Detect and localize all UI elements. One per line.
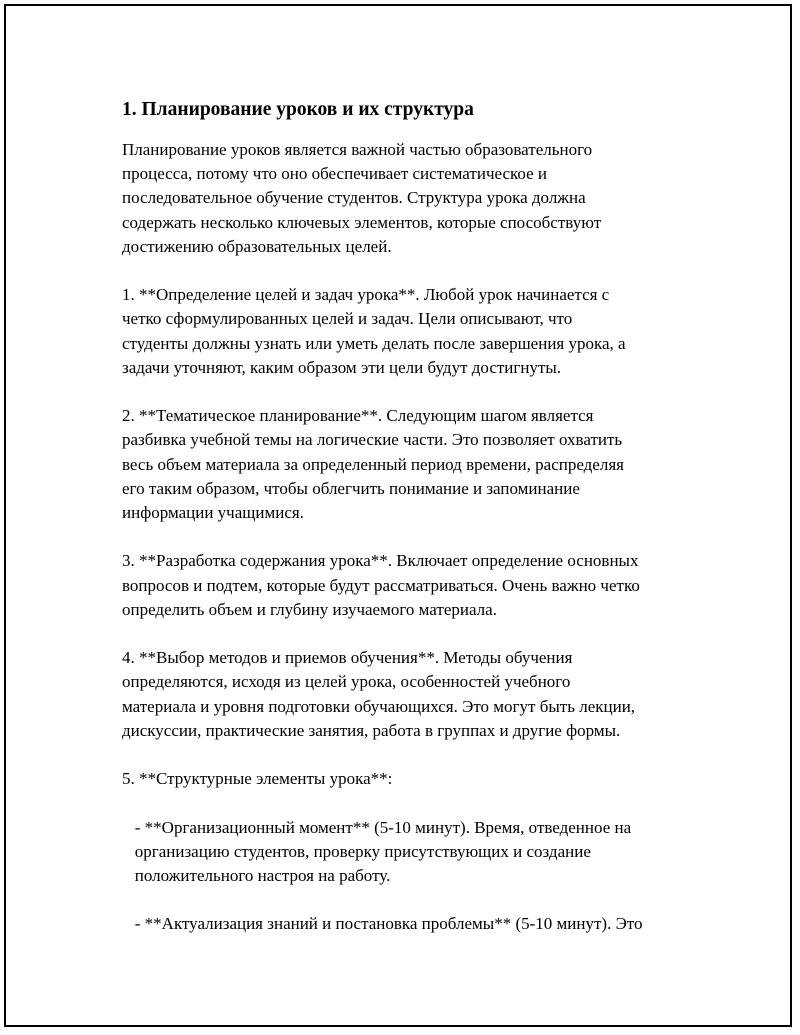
intro-paragraph: Планирование уроков является важной частью образовательного процесса, потому что оно обеспечивает систематическое и последовательное обучение студентов. Структура урока должна содержать несколько ключевых элементов, которые способствуют достижению образовательных целей. [122,140,602,256]
section-heading: 1. Планирование уроков и их структура [122,99,474,120]
document-body [122,96,712,961]
paragraph-methods: 4. **Выбор методов и приемов обучения**. Методы обучения определяются, исходя из целей урока, особенностей учебного материала и уровня подготовки обучающихся. Это могут быть лекции, дискуссии, практические занятия, работа в группах и другие формы. [122,648,636,740]
paragraph-thematic-planning: 2. **Тематическое планирование**. Следующим шагом является разбивка учебной темы на логические части. Это позволяет охватить весь объем материала за определенный период времени, распределяя его таким образом, чтобы облегчить понимание и запоминание информации учащимися. [122,406,624,523]
paragraph-goals: 1. **Определение целей и задач урока**. Любой урок начинается с четко сформулированных целей и задач. Цели описывают, что студенты должны узнать или уметь делать после завершения урока, а задачи уточняют, каким образом эти цели будут достигнуты. [122,285,626,377]
list-item-organizational-moment: - **Организационный момент** (5-10 минут). Время, отведенное на организацию студентов, проверку присутствующих и создание положительного настроя на работу. [134,817,632,885]
paragraph-structural-elements: 5. **Структурные элементы урока**: [122,769,393,789]
page-frame [4,4,792,1027]
list-item-knowledge-actualization: - **Актуализация знаний и постановка проблемы** (5-10 минут). Это [122,914,643,934]
paragraph-content-development: 3. **Разработка содержания урока**. Включает определение основных вопросов и подтем, которые будут рассматриваться. Очень важно четко определить объем и глубину изучаемого материала. [122,551,640,619]
